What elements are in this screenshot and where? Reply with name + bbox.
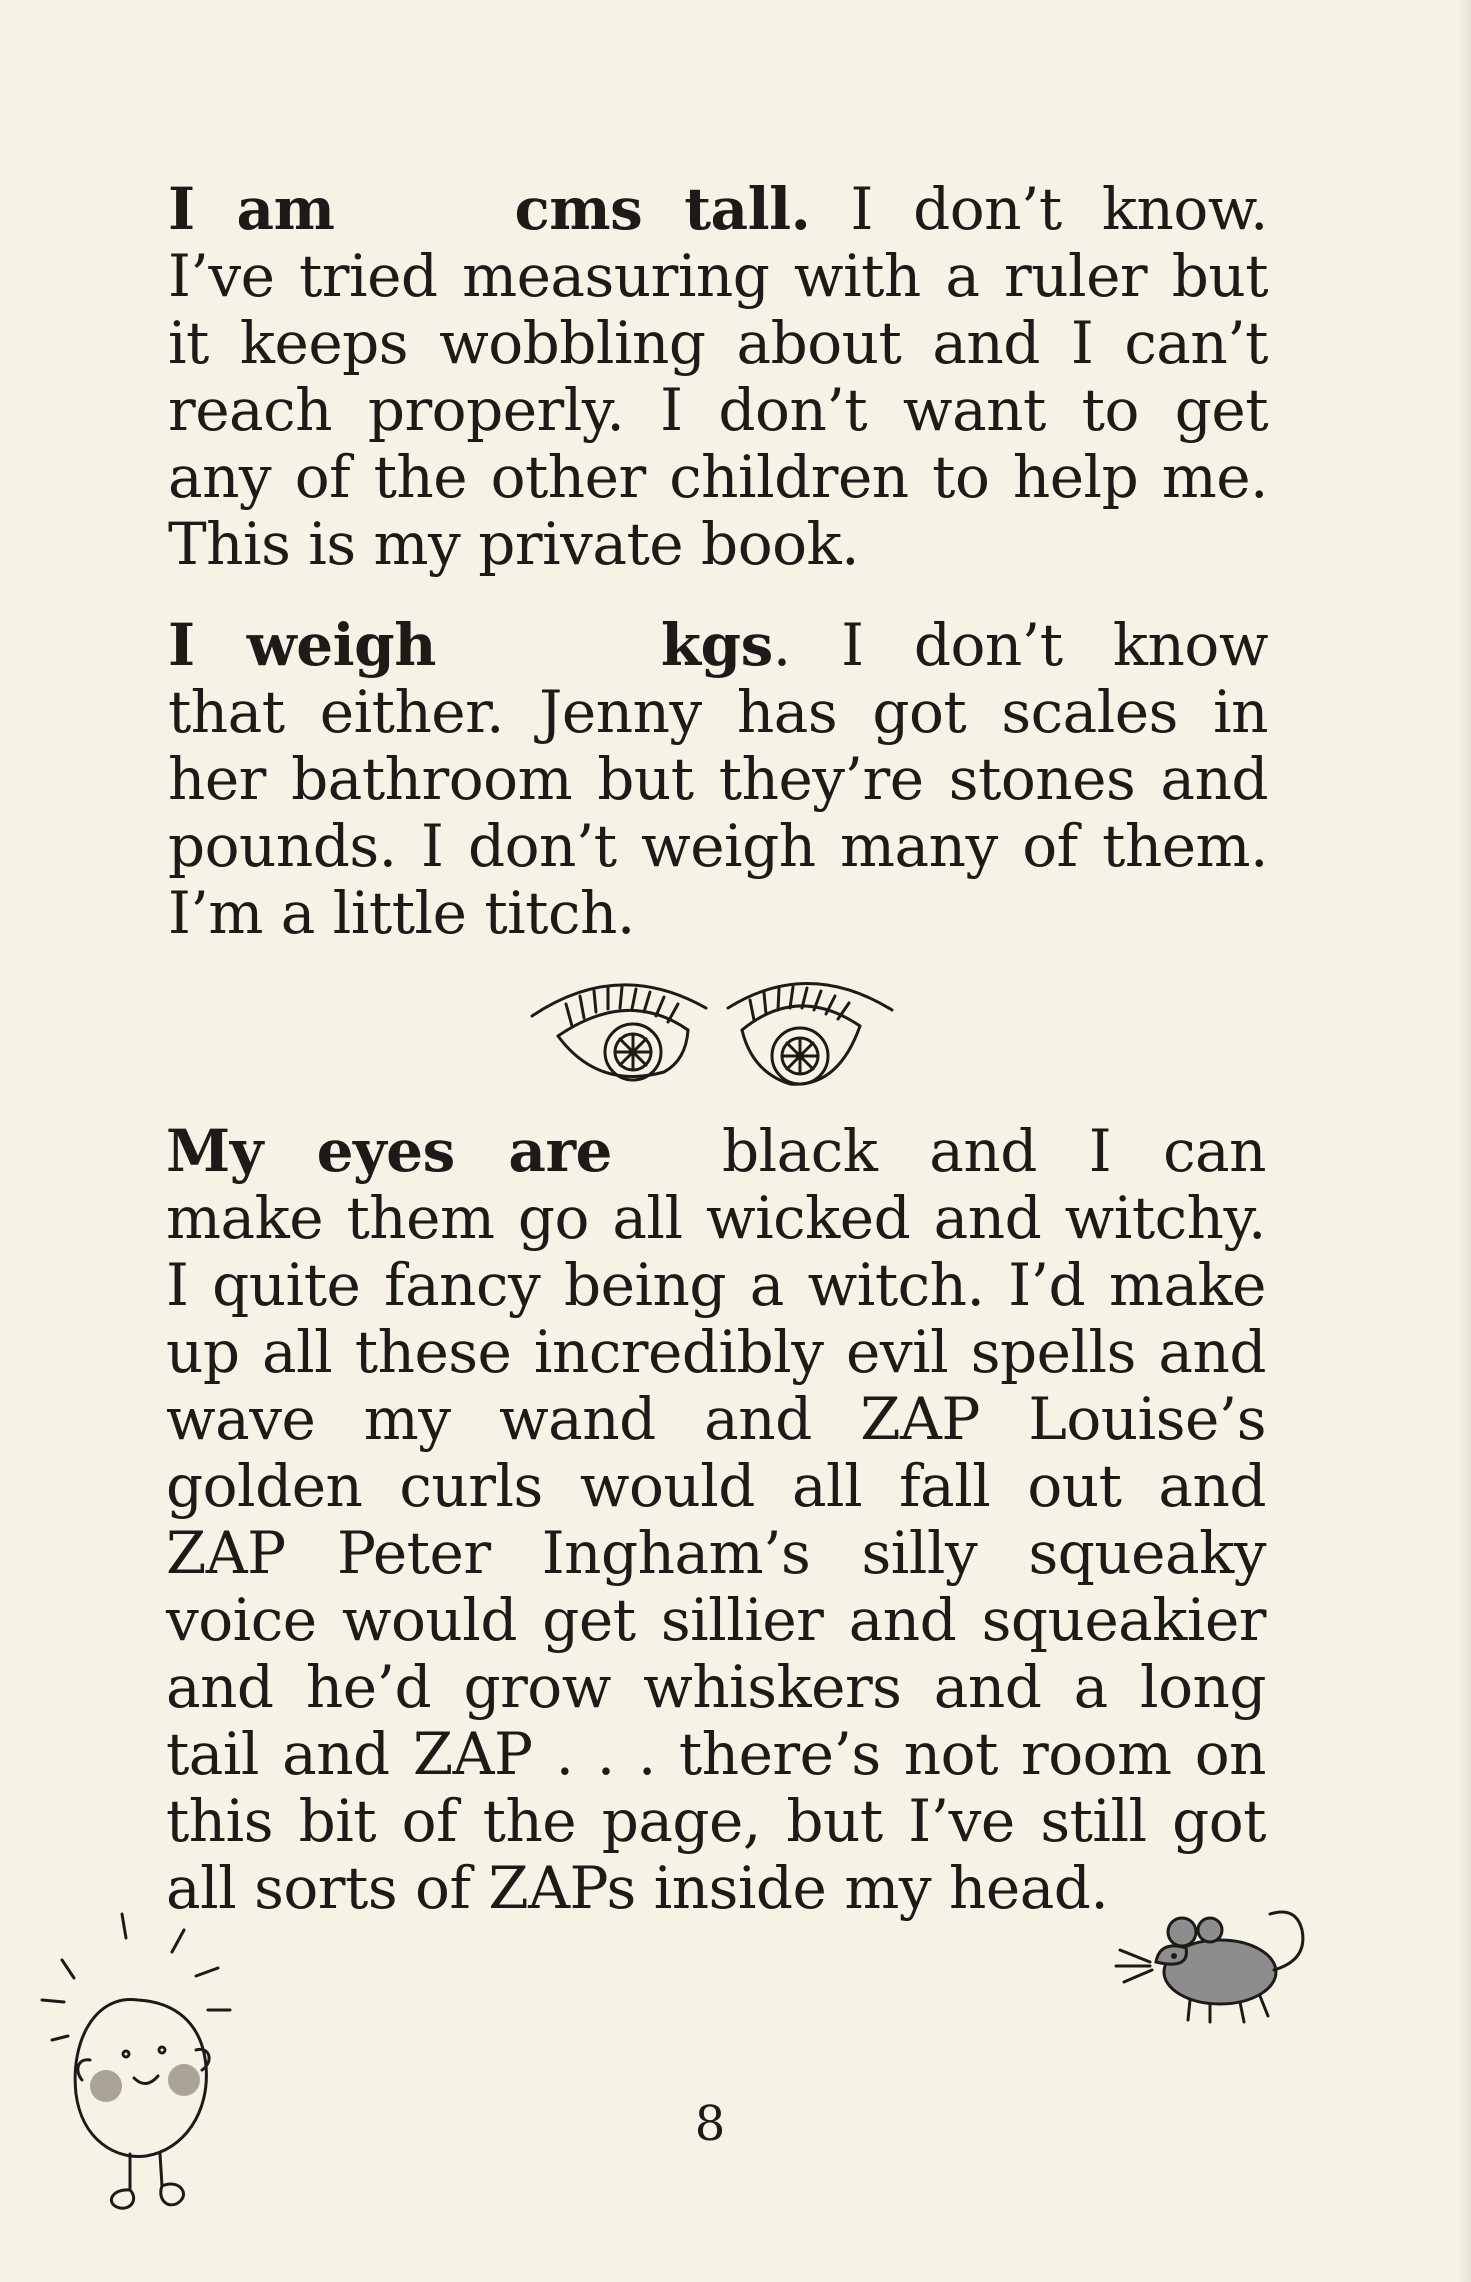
weight-label: I weigh bbox=[168, 611, 436, 679]
eyes-drawing-icon bbox=[528, 964, 908, 1104]
paragraph-weight bbox=[168, 612, 1268, 947]
paragraph-eyes bbox=[166, 1118, 1266, 1922]
mouse-icon bbox=[1090, 1900, 1330, 2030]
weight-text: . I don’t know that either. Jenny has got scales in her bathroom but they’re stones and pounds. I don’t weigh many of them. I’m a little titch. bbox=[168, 611, 1268, 947]
eyes-text: black and I can make them go all wicked and witchy. I quite fancy being a witch. I’d make up all these incredibly evil spells and wave my wand and ZAP Louise’s golden curls would all fall out and ZAP Peter Ingham’s silly squeaky voice would get sillier and squeakier and he’d grow whiskers and a long tail and ZAP . . . there’s not room on this bit of the page, but I’ve still got all sorts of ZAPs inside my head. bbox=[166, 1117, 1266, 1922]
page-edge bbox=[1457, 0, 1471, 2282]
height-unit: cms tall. bbox=[514, 175, 811, 243]
height-text: I don’t know. I’ve tried measuring with a ruler but it keeps wobbling about and I can’t reach properly. I don’t want to get any of the other children to help me. This is my private book. bbox=[168, 175, 1268, 578]
paragraph-height bbox=[168, 176, 1268, 578]
weight-unit: kgs bbox=[660, 611, 773, 679]
egg-character-icon bbox=[34, 1890, 264, 2220]
eyes-label: My eyes are bbox=[166, 1117, 612, 1185]
height-label: I am bbox=[168, 175, 335, 243]
page-number: 8 bbox=[694, 2096, 726, 2152]
